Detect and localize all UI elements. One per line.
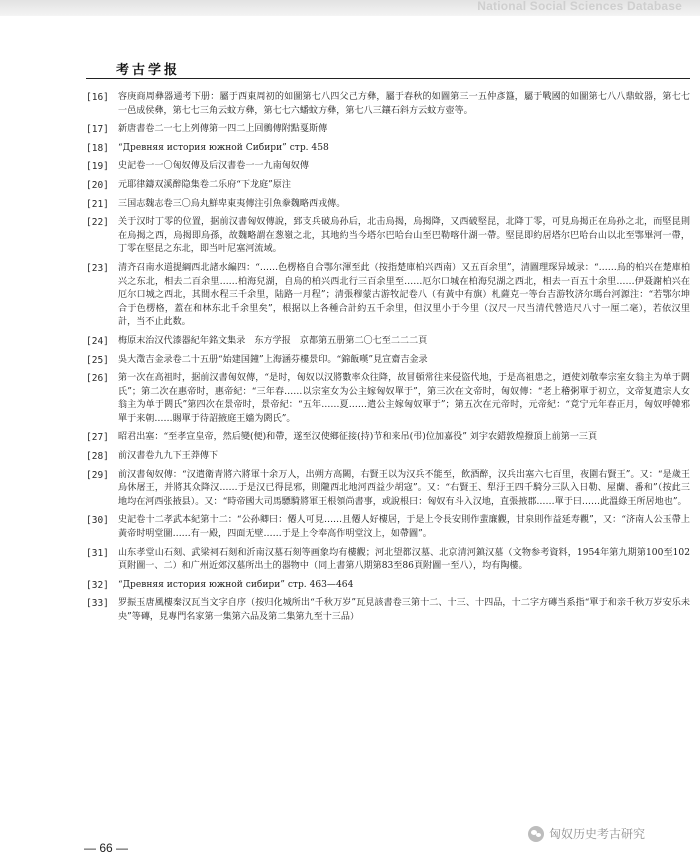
note-24: [86, 335, 690, 349]
note-number: [27]: [86, 432, 109, 444]
note-26: [86, 372, 690, 426]
note-text: 前汉書卷九九下王莽傳下: [118, 451, 219, 462]
wechat-icon: [528, 826, 544, 842]
note-number: [20]: [86, 179, 109, 191]
note-27: [86, 431, 690, 445]
note-number: [22]: [86, 217, 109, 229]
note-16: [86, 91, 690, 118]
page-number: — 66 —: [84, 841, 129, 855]
note-text: 三国志魏志卷三〇烏丸鮮卑東夷傳注引魚豢魏略西戎傳。: [118, 198, 346, 209]
note-33: [86, 597, 690, 624]
note-text: 容庚商周彝器通考下册：屬于西東周初的如圖第七八四父己方彝，屬于春秋的如圖第三一五仲彥簋，屬于戰國的如圖第七八八鼎蚊器，第七七一邑成侯彝，第七七三角云蚊方彝，第七七六蟠蚊方彝，第七八三鑲石斜方云蚊方壺等。: [118, 92, 690, 116]
note-text: 新唐書卷二一七上列傳第一四二上回鶻傳附點戛斯傳: [118, 124, 328, 135]
note-text: 元耶律鑄双溪醉隐集卷二乐府“下龙庭”原注: [118, 179, 291, 190]
note-23: [86, 262, 690, 330]
note-number: [26]: [86, 373, 109, 385]
note-text: “Древняя история южной сибири” стр. 463—464: [118, 579, 354, 590]
note-text: 罗振玉唐風樓秦汉瓦当文字自序（按归化城所出“千秋万岁”瓦見該書卷三第十二、十三、十四品，十二字方磚当系指“單于和亲千秋万岁安乐未央”等磚，見專門名家第一集第六品及第二集第九至十三品）: [118, 598, 690, 622]
note-21: [86, 198, 690, 212]
note-text: 山东孝堂山石刻、武梁祠石刻和沂南汉墓石刻等画象均有樓觀；河北望都汉墓、北京清河鎮汉墓（文物参考資料，1954年第九期第100至102頁附圖一、二）和广州近郊汉墓所出土的器物中（同上書第八期第83至86頁附圖一至八），均有陶樓。: [118, 547, 690, 572]
note-text: 吳大澂吉金录卷二十五册“始建国鐘”上海涵芬樓景印。“錦飯嘆”見宣齋吉金录: [118, 354, 428, 365]
note-22: [86, 216, 690, 257]
note-20: [86, 179, 690, 193]
note-number: [18]: [86, 142, 109, 154]
note-text: 史記卷十二孝武本紀第十二：“公孙卿曰：僊人可見……且僊人好樓居，于是上令長安則作蜚廉觀，甘泉則作益延寿觀”，又：“济南人公玉帶上黃帝时明堂圖……有一殿，四面无壁……于是上令奉高作明堂汶上，如帶圖”。: [118, 515, 690, 540]
brand-name: 匈奴历史考古研究: [549, 827, 646, 841]
note-number: [33]: [86, 598, 109, 610]
note-text: “Древняя история южной Сибири” стр. 458: [118, 142, 329, 153]
note-text: 前汉書匈奴傳：“汉遣衛青將六將軍十余万人，出朔方高闕，右賢王以为汉兵不能至，飲酒醉，汉兵出塞六七百里，夜圍右賢王”。又：“是歲王烏休屠王，并將其众降汉……于是汉已得昆邪，則隴西北地河西益少胡寇”。又：“右賢王、犁汙王四千騎分三队入日勒、屋蘭、番和”（按此三地均在河西张掖县）。又：“時帝國大司馬驃騎將軍王根領尚書事，或說根曰：匈奴有斗入汉地，直張掖郡……單于曰……此溫綠王所居地也”。: [118, 469, 690, 507]
note-number: [32]: [86, 579, 109, 591]
note-text: 第一次在高祖时，据前汉書匈奴傳，“是时，匈奴以汉將數率众往降，故冒頓常往来侵盜代地，于是高祖患之，迺使刘敬奉宗室女翁主为单于閼氏”；第二次在惠帝时，惠帝紀：“三年春……以宗室女为公主嫁匈奴單于”，第三次在文帝时，匈奴傳：“老上稽粥單于初立，文帝复遣宗人女翁主为单于閼氏”第四次在景帝时，景帝紀：“五年……夏……遣公主嫁匈奴單于”；第五次在元帝时，元帝紀：“竟宁元年春正月，匈奴呼韓邪單于来朝……賜單于待詔掖庭王嬙为閼氏”。: [118, 373, 690, 424]
note-number: [24]: [86, 335, 109, 347]
note-number: [17]: [86, 124, 109, 136]
journal-title: 考古学报: [116, 63, 181, 78]
note-text: 史記卷一一〇匈奴傳及后汉書卷一一九南匈奴傳: [118, 161, 309, 172]
footer-brand: [528, 825, 645, 842]
notes-list: [86, 91, 690, 630]
note-17: [86, 123, 690, 137]
note-text: 关于汉时丁零的位置，据前汉書匈奴傳說，郅支兵破烏孙后，北击烏揭，烏揭降，又西破堅昆，北降丁零，可見烏揭正在烏孙之北，而堅昆則在烏揭之西，烏揭即烏孫，故魏略謂在葱嶺之北，其地約当今塔尔巴哈台山至巴勒喀什湖一帶。堅昆即約居塔尔巴哈台山以北至鄂畢河一帶，丁零在堅昆之东北，即当叶尼塞河流域。: [118, 217, 690, 255]
note-number: [31]: [86, 547, 109, 559]
note-number: [29]: [86, 469, 109, 481]
note-number: [19]: [86, 161, 109, 173]
note-number: [30]: [86, 515, 109, 527]
note-number: [28]: [86, 451, 109, 463]
note-18: [86, 142, 690, 156]
note-number: [23]: [86, 262, 109, 274]
note-25: [86, 354, 690, 368]
note-19: [86, 160, 690, 174]
note-number: [21]: [86, 198, 109, 210]
note-text: 昭君出塞：“至孝宣皇帝，然后變(便)和帶，遂至汉使鄉征接(持)节和来吊(弔)位加嘉役” 刘宇农錯敦煌撥頂上前第一三頁: [118, 432, 598, 443]
top-band: [0, 0, 700, 16]
note-31: [86, 547, 690, 574]
note-number: [25]: [86, 354, 109, 366]
note-text: 梅原末治汉代漆器紀年銘文集录 东方学报 京都第五册第二〇七至二二二頁: [118, 335, 428, 346]
note-number: [16]: [86, 92, 109, 103]
note-30: [86, 514, 690, 541]
note-text: 清齐召南水道提綱西北諸水編四：“……色楞格自合鄂尔渾至此（按指楚庫柏兴西南）又五百余里”，清圖理琛异域录：“……烏的柏兴在楚庫柏兴之东北，相去二百余里……柏海兒湖，自烏的柏兴西北行三百余里至……厄尔口城在柏海兒湖之西北，相去一百五十余里……伊聂謝柏兴在厄尔口城之西北，其間水程三千余里，陆路一月程”；清張穆蒙古游牧記卷八（有黃中有旗）札薩克一等台吉游牧济尔瑪台河源注：“若鄂尔坤合于色楞格，蓋在和林东北千余里矣”，根据以上各種合計約五千余里，但汉里小于今里（汉尺一尺当清代營造尺八寸一厘二毫），若依汉里計，当不止此数。: [118, 262, 690, 328]
note-28: [86, 450, 690, 464]
database-watermark: National Social Sciences Database: [477, 0, 682, 13]
note-32: [86, 579, 690, 593]
note-29: [86, 469, 690, 510]
header-rule: [86, 78, 690, 79]
